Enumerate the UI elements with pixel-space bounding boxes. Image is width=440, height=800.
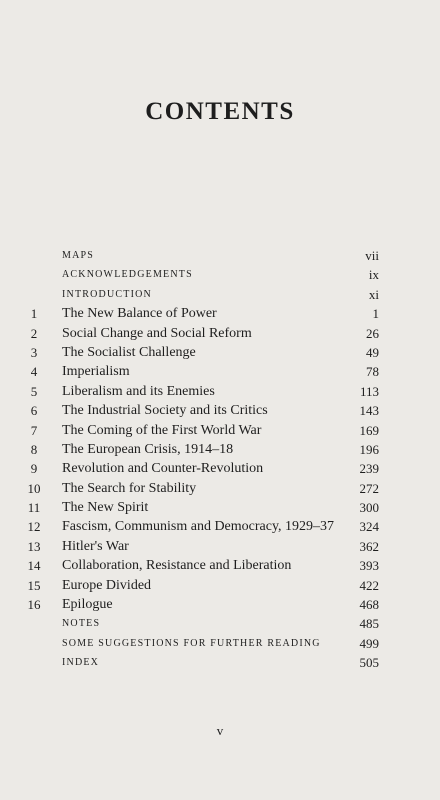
toc-entry <box>0 362 440 381</box>
entry-page-number: 143 <box>359 403 379 419</box>
entry-page-number: 196 <box>359 441 379 457</box>
toc-entry <box>0 401 440 420</box>
toc-entry <box>0 304 440 323</box>
contents-list <box>0 246 440 673</box>
entry-title: ACKNOWLEDGEMENTS <box>62 269 193 281</box>
entry-title: The Industrial Society and its Critics <box>62 403 268 419</box>
entry-title: Epilogue <box>62 597 113 613</box>
entry-title: Social Change and Social Reform <box>62 325 252 341</box>
entry-title: INTRODUCTION <box>62 288 152 300</box>
chapter-number: 14 <box>27 558 41 574</box>
entry-title: The European Crisis, 1914–18 <box>62 441 234 457</box>
entry-page-number: 468 <box>359 597 379 613</box>
entry-page-number: 169 <box>359 422 379 438</box>
toc-entry <box>0 343 440 362</box>
chapter-number: 12 <box>27 519 41 535</box>
entry-page-number: 393 <box>359 558 379 574</box>
toc-entry <box>0 537 440 556</box>
entry-page-number: 485 <box>359 616 379 632</box>
toc-entry <box>0 285 440 304</box>
entry-title: Fascism, Communism and Democracy, 1929–37 <box>62 519 335 535</box>
toc-entry <box>0 479 440 498</box>
toc-entry <box>0 595 440 614</box>
entry-page-number: 422 <box>359 577 379 593</box>
entry-title: The New Spirit <box>62 500 149 516</box>
entry-page-number: 26 <box>366 325 379 341</box>
chapter-number: 7 <box>30 422 38 438</box>
entry-title: Collaboration, Resistance and Liberation <box>62 558 292 574</box>
chapter-number: 1 <box>30 306 38 322</box>
chapter-number: 15 <box>27 577 41 593</box>
chapter-number: 10 <box>27 480 41 496</box>
entry-title: Liberalism and its Enemies <box>62 383 215 399</box>
toc-entry <box>0 324 440 343</box>
toc-entry <box>0 634 440 653</box>
entry-page-number: vii <box>365 248 379 263</box>
toc-entry <box>0 382 440 401</box>
entry-title: Revolution and Counter-Revolution <box>62 461 264 477</box>
entry-page-number: 78 <box>366 364 379 380</box>
entry-title: INDEX <box>62 657 100 669</box>
chapter-number: 9 <box>30 461 38 477</box>
entry-page-number: xi <box>368 286 379 302</box>
entry-title: MAPS <box>62 250 95 261</box>
chapter-number: 16 <box>27 597 41 613</box>
toc-entry <box>0 653 440 672</box>
chapter-number: 5 <box>30 383 38 399</box>
entry-title: Imperialism <box>62 364 130 380</box>
entry-page-number: 1 <box>372 306 379 322</box>
entry-title: The Socialist Challenge <box>62 344 196 360</box>
entry-page-number: 49 <box>366 344 379 360</box>
chapter-number: 13 <box>27 538 41 554</box>
chapter-number: 4 <box>30 364 38 380</box>
toc-entry <box>0 556 440 575</box>
toc-entry <box>0 576 440 595</box>
toc-entry <box>0 440 440 459</box>
entry-page-number: 113 <box>359 383 379 399</box>
page-number: v <box>216 723 224 738</box>
entry-page-number: 362 <box>359 538 379 554</box>
toc-entry <box>0 614 440 633</box>
entry-page-number: ix <box>368 267 379 283</box>
chapter-number: 2 <box>30 325 38 341</box>
entry-page-number: 324 <box>359 519 379 535</box>
entry-page-number: 499 <box>359 635 379 651</box>
page-title: CONTENTS <box>145 98 295 125</box>
entry-title: NOTES <box>62 618 101 630</box>
chapter-number: 11 <box>27 500 41 516</box>
toc-entry <box>0 265 440 284</box>
chapter-number: 8 <box>30 441 38 457</box>
entry-page-number: 272 <box>359 480 379 496</box>
entry-title: The Search for Stability <box>62 480 197 496</box>
toc-entry <box>0 421 440 440</box>
toc-entry <box>0 498 440 517</box>
entry-title: The New Balance of Power <box>62 306 217 322</box>
chapter-number: 6 <box>30 403 38 419</box>
entry-page-number: 505 <box>359 655 379 671</box>
toc-entry <box>0 246 440 265</box>
entry-page-number: 239 <box>359 461 379 477</box>
entry-title: Europe Divided <box>62 577 152 593</box>
chapter-number: 3 <box>30 344 38 360</box>
entry-title: SOME SUGGESTIONS FOR FURTHER READING <box>62 637 321 649</box>
entry-page-number: 300 <box>359 500 379 516</box>
entry-title: The Coming of the First World War <box>62 422 262 438</box>
toc-entry <box>0 459 440 478</box>
entry-title: Hitler's War <box>62 538 129 554</box>
toc-entry <box>0 517 440 536</box>
